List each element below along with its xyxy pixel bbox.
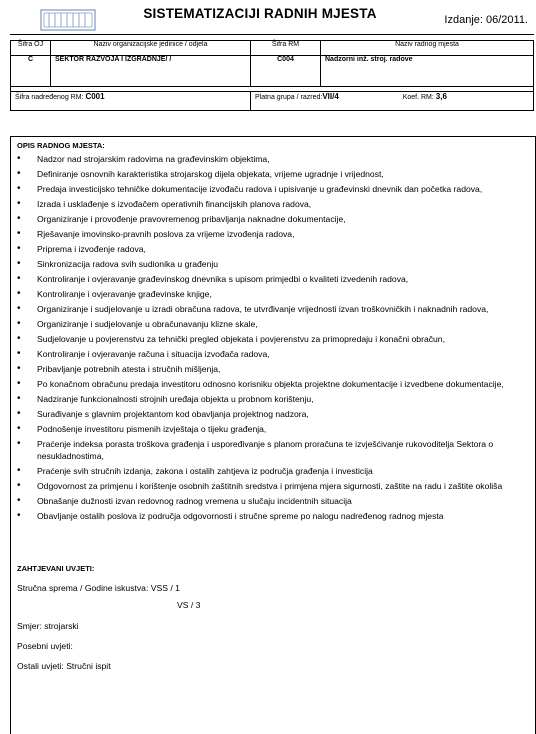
duty-text: Sinkronizacija radova svih sudionika u građenju [37, 259, 219, 269]
bullet-icon: • [17, 363, 21, 374]
education-alt-line: VS / 3 [177, 600, 201, 610]
duty-item [17, 198, 529, 210]
other-line: Ostali uvjeti: Stručni ispit [17, 661, 111, 671]
pay-value: VII/4 [322, 92, 339, 101]
oj-name-value: SEKTOR RAZVOJA I IZGRADNJE/ / [51, 56, 251, 87]
requirements-block [17, 582, 535, 672]
duty-item [17, 303, 529, 315]
meta-superior-row [11, 92, 534, 111]
duty-text: Definiranje osnovnih karakteristika strojarskog dijela objekata, vrijeme ugradnje i vrijednost, [37, 169, 384, 179]
duty-item [17, 213, 529, 225]
rm-code-value: C004 [251, 56, 321, 87]
duty-text: Kontroliranje i ovjeravanje građevinske knjige, [37, 289, 212, 299]
header-divider [10, 34, 534, 35]
bullet-icon: • [17, 423, 21, 434]
duties-list [11, 153, 535, 522]
duty-text: Obavljanje ostalih poslova iz područja odgovornosti i stručne spreme po nalogu nadređenog radnog mjesta [37, 511, 444, 521]
duty-item [17, 258, 529, 270]
coef-label: Koef. RM: [402, 94, 434, 101]
building-logo-icon [40, 8, 96, 32]
coef-value: 3,6 [435, 92, 447, 101]
education-line: Stručna sprema / Godine iskustva: VSS / 1 [17, 583, 180, 593]
superior-cell [11, 92, 251, 111]
bullet-icon: • [17, 465, 21, 476]
duty-item [17, 495, 529, 507]
duty-item [17, 363, 529, 375]
oj-code-header: Šifra OJ [11, 41, 51, 56]
duty-text: Odgovornost za primjenu i korištenje osobnih zaštitnih sredstva i primjena mjera sigurnosti, zaštite na radu i zaštite okoliša [37, 481, 503, 491]
duty-text: Predaja investicijsko tehničke dokumentacije izvođaču radova i upisivanje u građevinski dnevnik dan početka radova, [37, 184, 483, 194]
rm-code-header: Šifra RM [251, 41, 321, 56]
bullet-icon: • [17, 480, 21, 491]
pay-label: Platna grupa / razred: [255, 94, 323, 101]
bullet-icon: • [17, 438, 21, 449]
duty-item [17, 348, 529, 360]
bullet-icon: • [17, 228, 21, 239]
direction-line: Smjer: strojarski [17, 621, 79, 631]
meta-table [10, 40, 534, 111]
duty-text: Nadziranje funkcionalnosti strojnih uređaja objekta u probnom korištenju, [37, 394, 314, 404]
bullet-icon: • [17, 510, 21, 521]
superior-value: C001 [85, 92, 105, 101]
duty-item [17, 333, 529, 345]
duty-text: Rješavanje imovinsko-pravnih poslova za vrijeme izvođenja radova, [37, 229, 295, 239]
duty-text: Pribavljanje potrebnih atesta i stručnih mišljenja, [37, 364, 221, 374]
bullet-icon: • [17, 318, 21, 329]
duty-text: Praćenje indeksa porasta troškova građenja i uspoređivanje s planom proračuna te izvješćivanje rukovoditelja Sektora o nesukladnostima, [37, 439, 494, 461]
duty-text: Obnašanje dužnosti izvan redovnog radnog vremena u slučaju incidentnih situacija [37, 496, 352, 506]
duty-text: Praćenje svih stručnih izdanja, zakona i ostalih zahtjeva iz područja građenja i investicija [37, 466, 373, 476]
meta-header-row [11, 41, 534, 56]
bullet-icon: • [17, 153, 21, 164]
duty-text: Organiziranje i provođenje pravovremenog pribavljanja naknadne dokumentacije, [37, 214, 346, 224]
document-title: SISTEMATIZACIJI RADNIH MJESTA [143, 6, 377, 21]
description-title: OPIS RADNOG MJESTA: [17, 141, 105, 150]
duty-text: Surađivanje s glavnim projektantom kod obavljanja projektnog nadzora, [37, 409, 309, 419]
duty-item [17, 183, 529, 195]
special-line: Posebni uvjeti: [17, 641, 73, 651]
oj-code-value: C [11, 56, 51, 87]
content-box [10, 136, 536, 734]
duty-item [17, 273, 529, 285]
rm-name-value: Nadzorni inž. stroj. radove [321, 56, 534, 87]
bullet-icon: • [17, 183, 21, 194]
duty-item [17, 318, 529, 330]
bullet-icon: • [17, 333, 21, 344]
rm-name-header: Naziv radnog mjesta [321, 41, 534, 56]
duty-item [17, 153, 529, 165]
duty-text: Izrada i usklađenje s izvođačem operativnih financijskih planova radova, [37, 199, 312, 209]
duty-item [17, 168, 529, 180]
bullet-icon: • [17, 408, 21, 419]
bullet-icon: • [17, 243, 21, 254]
issue-label: Izdanje: 06/2011. [444, 14, 528, 26]
duty-text: Organiziranje i sudjelovanje u obračunavanju klizne skale, [37, 319, 258, 329]
meta-value-row [11, 56, 534, 87]
duty-item [17, 243, 529, 255]
bullet-icon: • [17, 273, 21, 284]
duty-item [17, 288, 529, 300]
duty-text: Kontroliranje i ovjeravanje računa i situacija izvođača radova, [37, 349, 270, 359]
duty-text: Po konačnom obračunu predaja investitoru odnosno korisniku objekta projektne dokumentacije i izvedbene dokumentacije, [37, 379, 504, 389]
duty-text: Kontroliranje i ovjeravanje građevinskog dnevnika s upisom primjedbi o kvaliteti izvedenih radova, [37, 274, 409, 284]
bullet-icon: • [17, 213, 21, 224]
pay-cell [251, 92, 534, 111]
duty-text: Organiziranje i sudjelovanje u izradi obračuna radova, te utvrđivanje vrijednosti izvan troškovničkih i naknadnih radova, [37, 304, 489, 314]
duty-text: Podnošenje investitoru pismenih izvještaja o tijeku građenja, [37, 424, 267, 434]
bullet-icon: • [17, 495, 21, 506]
duty-item [17, 393, 529, 405]
oj-name-header: Naziv organizacijske jedinice / odjela [51, 41, 251, 56]
duty-item [17, 408, 529, 420]
duty-item [17, 465, 529, 477]
bullet-icon: • [17, 168, 21, 179]
duty-item [17, 423, 529, 435]
bullet-icon: • [17, 288, 21, 299]
requirements-title: ZAHTJEVANI UVJETI: [17, 564, 95, 573]
duty-text: Priprema i izvođenje radova, [37, 244, 146, 254]
bullet-icon: • [17, 198, 21, 209]
duty-item [17, 480, 529, 492]
bullet-icon: • [17, 348, 21, 359]
duty-item [17, 510, 529, 522]
bullet-icon: • [17, 378, 21, 389]
duty-item [17, 228, 529, 240]
superior-label: Šifra nadređenog RM: [15, 94, 84, 101]
bullet-icon: • [17, 303, 21, 314]
duty-item [17, 378, 529, 390]
duty-text: Nadzor nad strojarskim radovima na građevinskim objektima, [37, 154, 270, 164]
bullet-icon: • [17, 393, 21, 404]
bullet-icon: • [17, 258, 21, 269]
duty-text: Sudjelovanje u povjerenstvu za tehnički pregled objekata i povjerenstvu za primopredaju i konačni obračun, [37, 334, 445, 344]
duty-item [17, 438, 529, 462]
